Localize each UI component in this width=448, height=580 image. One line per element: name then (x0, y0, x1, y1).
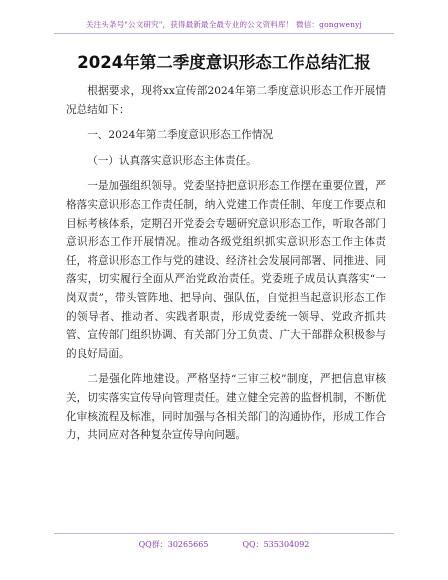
intro-paragraph: 根据要求，现将xx宣传部2024年第二季度意识形态工作开展情况总结如下： (66, 85, 386, 116)
header-divider (54, 33, 394, 34)
body-paragraph-leadership: 一是加强组织领导。党委坚持把意识形态工作摆在重要位置，严格落实意识形态工作责任制，纳入党建工作责任制、年度工作要点和目标考核体系，定期召开党委会专题研究意识形态工作，听取各部门意识形态工作开展情况。推动各级党组织抓实意识形态工作主体责任，将意识形态工作与党的建设、经济社会发展同部署、同推进、同落实，切实履行全面从严治党政治责任。党委班子成员认真落实“一岗双责”，带头管阵地、把导向、强队伍，自觉担当起意识形态工作的领导者、推动者、实践者职责，形成党委统一领导、党政齐抓共管、宣传部门组织协调、有关部门分工负责、广大干部群众积极参与的良好局面。 (66, 180, 386, 360)
subsection-heading: （一）认真落实意识形态主体责任。 (87, 154, 257, 167)
document-body (66, 82, 386, 445)
top-banner: 关注头条号"公文研究"，获得最新最全最专业的公文资料库！ 微信：gongwenyj (85, 20, 363, 29)
qq-group-number: 30265665 (167, 540, 209, 549)
section-heading: 一、2024年第二季度意识形态工作情况 (87, 129, 274, 142)
body-paragraph-platform: 二是强化阵地建设。严格坚持“三审三校”制度，严把信息审核关，切实落实宣传导向管理责任。建立健全完善的监督机制，不断优化审核流程及标准，同时加强与各相关部门的沟通协作，形成工作合力，共同应对各种复杂宣传导向问题。 (66, 373, 386, 442)
qq-label: QQ： (242, 540, 264, 549)
footer-contacts (0, 539, 448, 551)
qq-group-label: QQ群： (138, 540, 168, 549)
qq-number: 535304092 (263, 540, 310, 549)
document-title: 2024年第二季度意识形态工作总结汇报 (77, 53, 371, 72)
footer-divider (54, 533, 394, 534)
